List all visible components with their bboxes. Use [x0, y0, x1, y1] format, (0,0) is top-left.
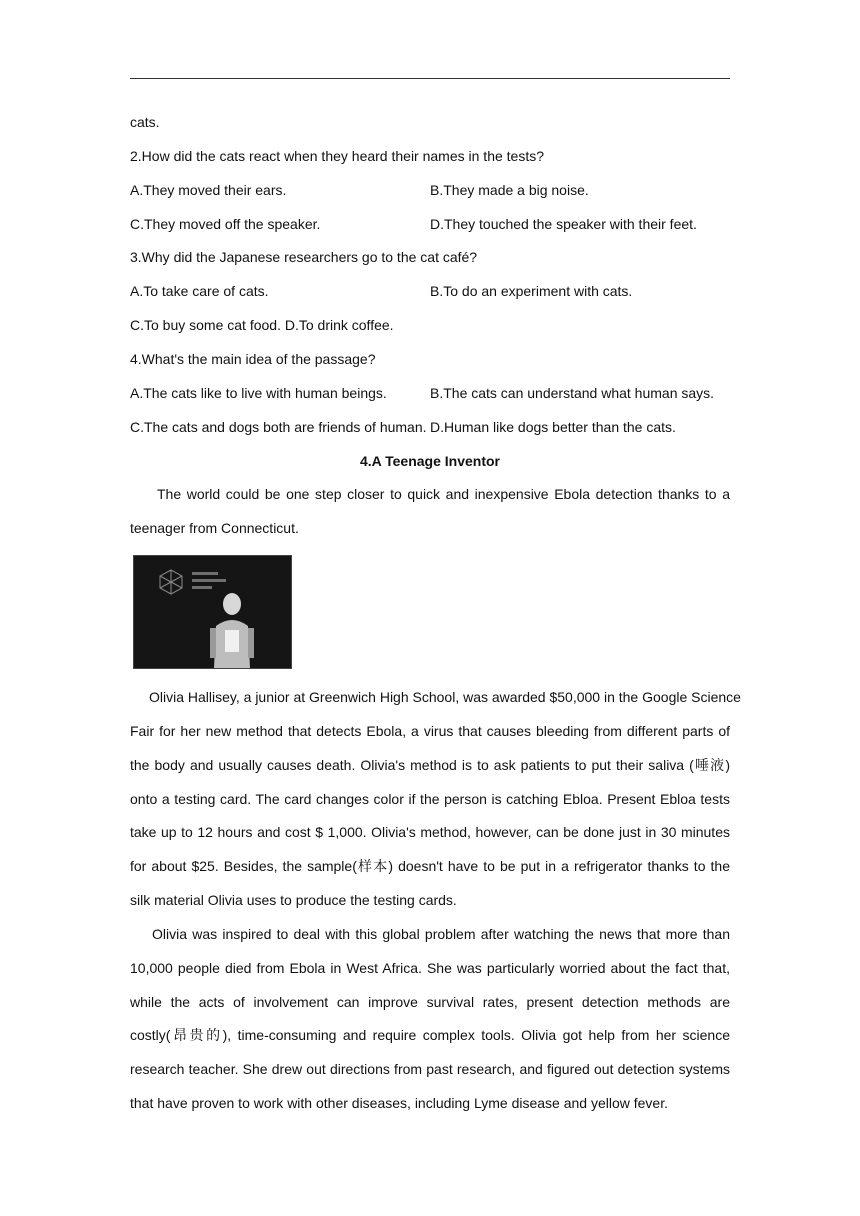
question-2-option-d: D.They touched the speaker with their feet. [430, 216, 697, 232]
section-title: 4.A Teenage Inventor [359, 453, 501, 469]
paragraph-1-line: Fair for her new method that detects Ebola, a virus that causes bleeding from different parts of [130, 723, 730, 739]
question-4-option-b: B.The cats can understand what human says. [430, 385, 715, 401]
question-4-stem: 4.What's the main idea of the passage? [130, 351, 376, 367]
question-2-stem: 2.How did the cats react when they heard their names in the tests? [130, 148, 545, 164]
question-3-option-b: B.To do an experiment with cats. [430, 283, 633, 299]
question-2-option-c: C.They moved off the speaker. [130, 216, 321, 232]
paragraph-2-line: research teacher. She drew out directions from past research, and figured out detection systems [130, 1061, 730, 1077]
intro-line: The world could be one step closer to quick and inexpensive Ebola detection thanks to a [157, 486, 730, 502]
paragraph-1-line: the body and usually causes death. Olivia's method is to ask patients to put their saliva (唾液) [130, 757, 730, 773]
question-3-stem: 3.Why did the Japanese researchers go to the cat café? [130, 249, 478, 265]
question-4-option-c: C.The cats and dogs both are friends of human. [130, 419, 427, 435]
paragraph-1-line: silk material Olivia uses to produce the testing cards. [130, 892, 457, 908]
question-2-option-a: A.They moved their ears. [130, 182, 287, 198]
paragraph-2-line: while the acts of involvement can improve survival rates, present detection methods are [130, 994, 730, 1010]
person-figure [206, 586, 258, 668]
paragraph-1-line: onto a testing card. The card changes color if the person is catching Ebloa. Present Ebloa tests [130, 791, 730, 807]
question-1-tail: cats. [130, 114, 160, 130]
question-3-option-cd: C.To buy some cat food. D.To drink coffee. [130, 317, 394, 333]
question-4-option-a: A.The cats like to live with human beings. [130, 385, 387, 401]
paragraph-1-line: take up to 12 hours and cost $ 1,000. Olivia's method, however, can be done just in 30 minutes [130, 824, 730, 840]
paragraph-2-line: Olivia was inspired to deal with this global problem after watching the news that more than [152, 926, 730, 942]
paragraph-2-line: 10,000 people died from Ebola in West Africa. She was particularly worried about the fact that, [130, 960, 730, 976]
question-4-option-d: D.Human like dogs better than the cats. [430, 419, 676, 435]
paragraph-2-line: costly(昂贵的), time-consuming and require complex tools. Olivia got help from her science [130, 1027, 730, 1043]
paragraph-1-line: for about $25. Besides, the sample(样本) doesn't have to be put in a refrigerator thanks to the [130, 858, 730, 874]
question-3-option-a: A.To take care of cats. [130, 283, 269, 299]
hexagon-graphic-icon [156, 568, 186, 608]
header-rule [130, 78, 730, 79]
intro-line: teenager from Connecticut. [130, 520, 299, 536]
question-2-option-b: B.They made a big noise. [430, 182, 589, 198]
paragraph-1-line: Olivia Hallisey, a junior at Greenwich High School, was awarded $50,000 in the Google Science [149, 689, 741, 705]
olivia-photo [133, 555, 292, 669]
paragraph-2-line: that have proven to work with other diseases, including Lyme disease and yellow fever. [130, 1095, 669, 1111]
